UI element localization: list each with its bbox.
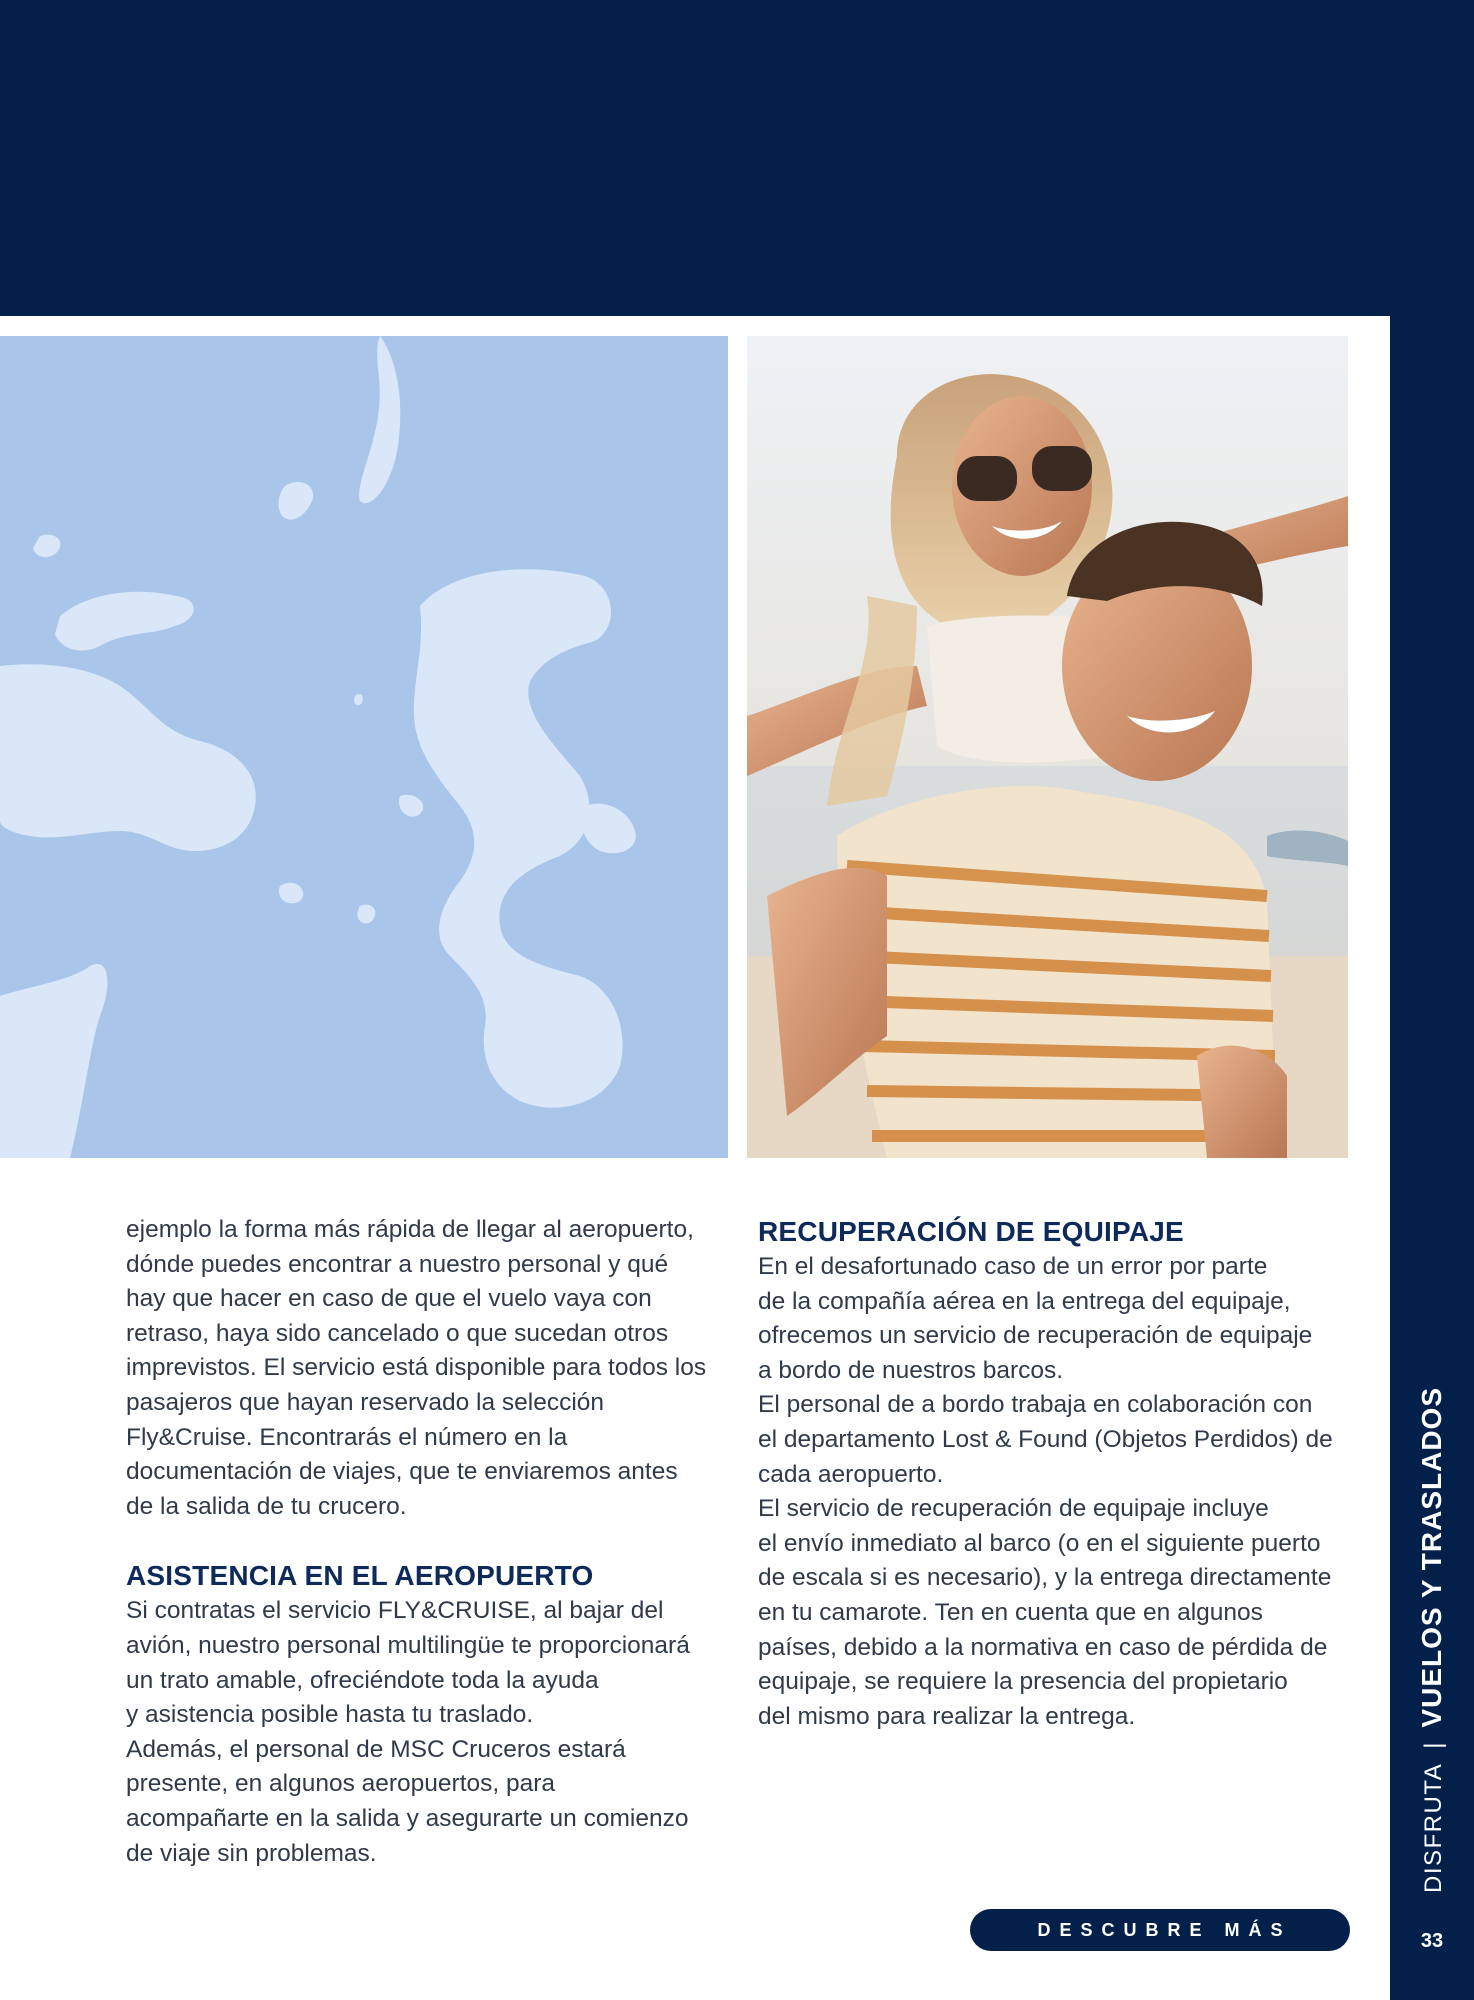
header-band (0, 0, 1474, 316)
intro-line: retraso, haya sido cancelado o que sucedan otros (126, 1319, 669, 1347)
body-line: un trato amable, ofreciéndote toda la ayuda (126, 1666, 599, 1694)
body-line: ofrecemos un servicio de recuperación de equipaje (758, 1322, 1313, 1350)
body-line: avión, nuestro personal multilingüe te proporcionará (126, 1631, 690, 1659)
couple-on-beach-photo (747, 336, 1348, 1158)
body-line: Además, el personal de MSC Cruceros estará (126, 1735, 626, 1763)
body-line: equipaje, se requiere la presencia del propietario (758, 1668, 1288, 1696)
body-line: En el desafortunado caso de un error por parte (758, 1253, 1268, 1280)
body-line: El servicio de recuperación de equipaje incluye (758, 1495, 1269, 1523)
intro-line: de la salida de tu crucero. (126, 1492, 407, 1520)
body-line: países, debido a la normativa en caso de pérdida de (758, 1633, 1328, 1661)
body-line: de viaje sin problemas. (126, 1839, 377, 1867)
section-heading-luggage-recovery: RECUPERACIÓN DE EQUIPAJE (758, 1216, 1184, 1247)
intro-line: Fly&Cruise. Encontrarás el número en la (126, 1423, 568, 1451)
body-line: acompañarte en la salida y asegurarte un comienzo (126, 1804, 689, 1832)
body-line: Si contratas el servicio FLY&CRUISE, al bajar del (126, 1597, 664, 1625)
left-text-column (126, 1213, 726, 1871)
body-line: a bordo de nuestros barcos. (758, 1356, 1064, 1384)
intro-line: hay que hacer en caso de que el vuelo vaya con (126, 1285, 652, 1313)
body-line: y asistencia posible hasta tu traslado. (126, 1701, 534, 1729)
discover-more-button[interactable]: DESCUBRE MÁS (970, 1909, 1350, 1951)
section-name: DISFRUTA (1420, 1762, 1447, 1894)
intro-line: dónde puedes encontrar a nuestro personal y qué (126, 1250, 669, 1278)
right-text-column (758, 1214, 1358, 1734)
body-line: del mismo para realizar la entrega. (758, 1702, 1136, 1730)
intro-line: ejemplo la forma más rápida de llegar al aeropuerto, (126, 1216, 694, 1243)
body-line: El personal de a bordo trabaja en colaboración con (758, 1391, 1313, 1419)
map-illustration (0, 336, 728, 1158)
body-line: el envío inmediato al barco (o en el siguiente puerto (758, 1529, 1321, 1557)
separator: | (1420, 1741, 1447, 1749)
body-line: de la compañía aérea en la entrega del equipaje, (758, 1287, 1291, 1315)
body-line: en tu camarote. Ten en cuenta que en algunos (758, 1598, 1263, 1626)
body-line: presente, en algunos aeropuertos, para (126, 1770, 556, 1798)
intro-line: pasajeros que hayan reservado la selección (126, 1388, 605, 1416)
body-line: el departamento Lost & Found (Objetos Perdidos) de (758, 1425, 1333, 1453)
page-number: 33 (1420, 1930, 1444, 1952)
intro-line: imprevistos. El servicio está disponible para todos los (126, 1354, 707, 1382)
body-line: de escala si es necesario), y la entrega directamente (758, 1564, 1332, 1592)
intro-line: documentación de viajes, que te enviaremos antes (126, 1458, 678, 1486)
section-side-label (1416, 1387, 1448, 1893)
body-line: cada aeropuerto. (758, 1460, 944, 1488)
section-title: VUELOS Y TRASLADOS (1416, 1386, 1447, 1728)
section-heading-airport-assistance: ASISTENCIA EN EL AEROPUERTO (126, 1560, 594, 1592)
